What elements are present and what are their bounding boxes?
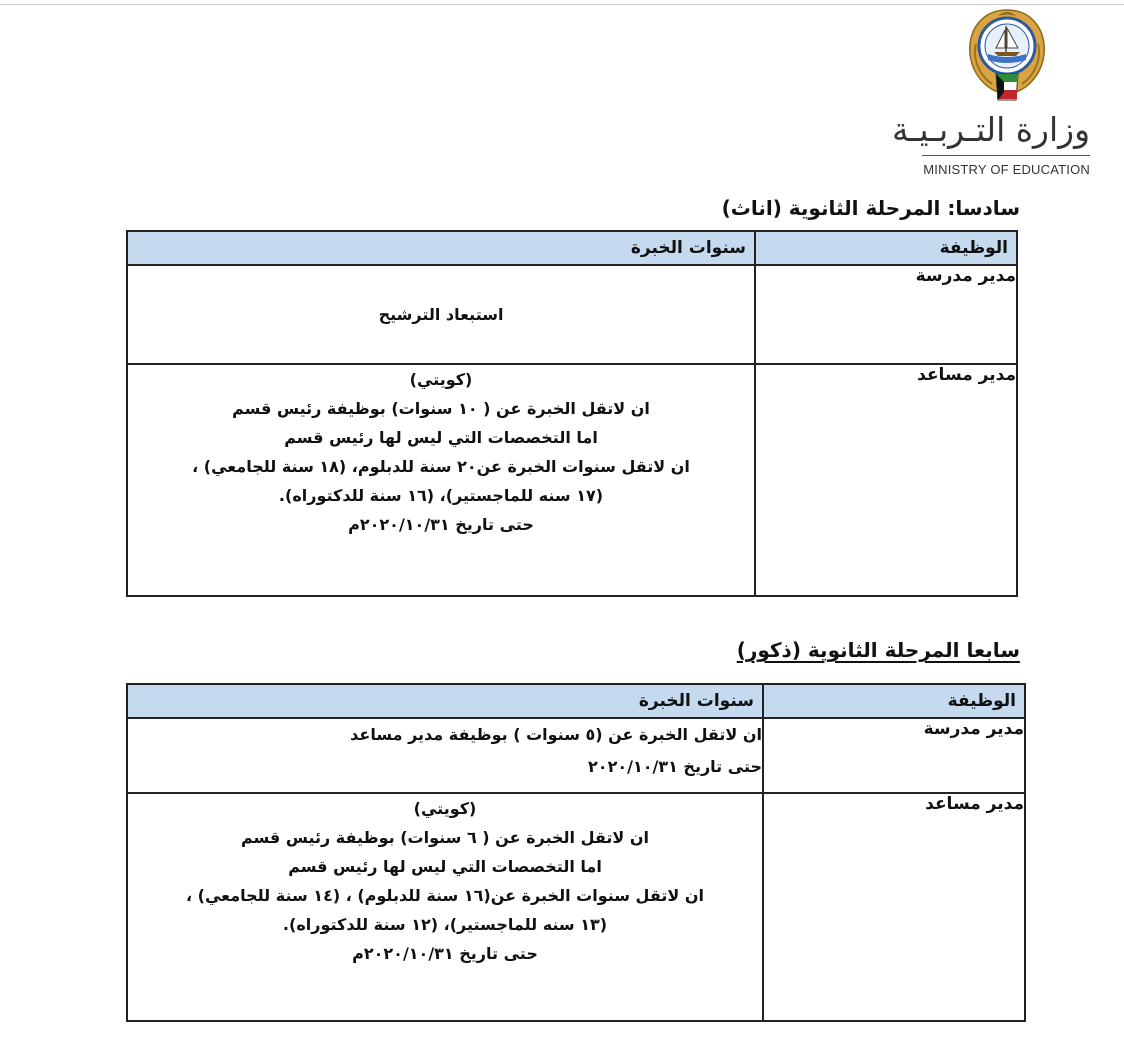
experience-line: اما التخصصات التي ليس لها رئيس قسم <box>284 428 598 447</box>
experience-line: ان لاتقل الخبرة عن ( ١٠ سنوات) بوظيفة رئيس قسم <box>232 399 650 418</box>
section-6-heading: سادسا: المرحلة الثانوية (اناث) <box>721 196 1020 220</box>
table-header-row <box>127 231 1017 265</box>
ministry-name-arabic: وزارة التـربـيـة <box>892 110 1090 149</box>
experience-line: ان لاتقل الخبرة عن ( ٦ سنوات) بوظيفة رئيس قسم <box>240 828 650 847</box>
experience-line: (كويتي) <box>409 370 473 389</box>
section-7-table <box>126 683 1026 1022</box>
role-cell: مدير مساعد <box>755 364 1017 596</box>
table-row <box>127 793 1025 1021</box>
experience-line: حتى تاريخ ٢٠٢٠/١٠/٣١ <box>588 757 762 776</box>
job-column-header: الوظيفة <box>755 231 1017 265</box>
experience-line: (كويتي) <box>413 799 477 818</box>
experience-column-header: سنوات الخبرة <box>127 231 755 265</box>
experience-line: حتى تاريخ ٢٠٢٠/١٠/٣١م <box>348 515 534 534</box>
ministry-name-english: MINISTRY OF EDUCATION <box>923 162 1090 177</box>
experience-line: ان لاتقل سنوات الخبرة عن(١٦ سنة للدبلوم) ، (١٤ سنة للجامعي) ، <box>186 886 704 905</box>
experience-cell <box>127 364 755 596</box>
logo-divider <box>922 155 1090 156</box>
experience-column-header: سنوات الخبرة <box>127 684 763 718</box>
kuwait-emblem-icon <box>962 4 1052 108</box>
top-divider <box>0 4 1124 5</box>
experience-line: (١٧ سنه للماجستير)، (١٦ سنة للدكتوراه). <box>278 486 604 505</box>
table-row <box>127 265 1017 364</box>
experience-cell <box>127 265 755 364</box>
section-6-table <box>126 230 1018 597</box>
table-row <box>127 718 1025 793</box>
experience-line: حتى تاريخ ٢٠٢٠/١٠/٣١م <box>352 944 538 963</box>
role-cell: مدير مدرسة <box>763 718 1025 793</box>
experience-line: ان لاتقل سنوات الخبرة عن٢٠ سنة للدبلوم، (١٨ سنة للجامعي) ، <box>192 457 690 476</box>
role-cell: مدير مدرسة <box>755 265 1017 364</box>
experience-line: (١٣ سنه للماجستير)، (١٢ سنة للدكتوراه). <box>282 915 608 934</box>
experience-line: استبعاد الترشيح <box>378 305 504 324</box>
experience-line: ان لاتقل الخبرة عن (٥ سنوات ) بوظيفة مدير مساعد <box>350 725 762 744</box>
experience-cell <box>127 793 763 1021</box>
job-column-header: الوظيفة <box>763 684 1025 718</box>
table-header-row <box>127 684 1025 718</box>
experience-cell <box>127 718 763 793</box>
role-cell: مدير مساعد <box>763 793 1025 1021</box>
section-7-heading: سابعا المرحلة الثانوية (ذكور) <box>736 638 1020 662</box>
table-row <box>127 364 1017 596</box>
experience-line: اما التخصصات التي ليس لها رئيس قسم <box>288 857 602 876</box>
